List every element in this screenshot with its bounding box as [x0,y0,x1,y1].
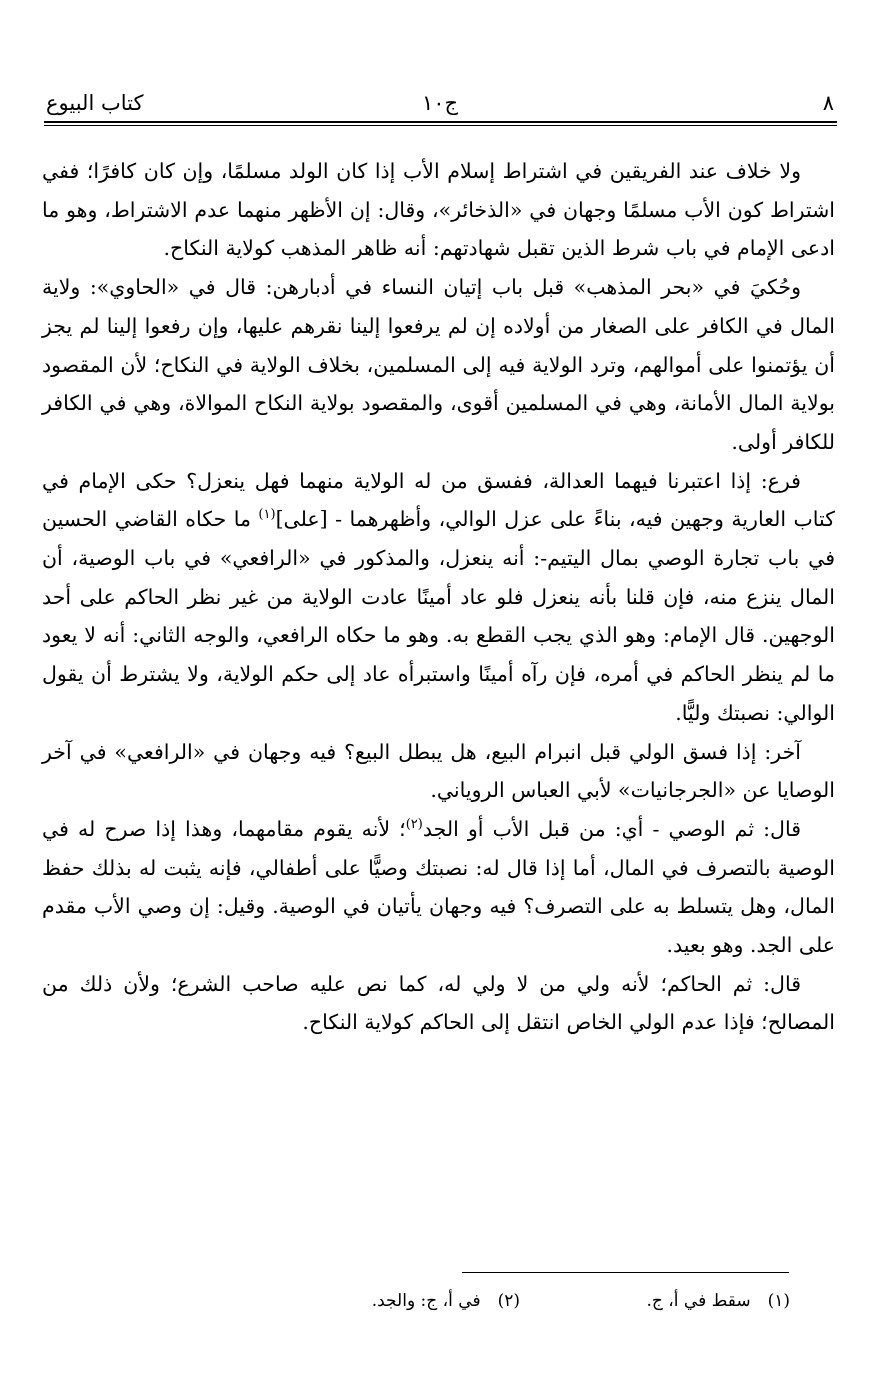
paragraph-2 [42,268,835,462]
paragraph-text: ولا خلاف عند الفريقين في اشتراط إسلام الأب إذا كان الولد مسلمًا، وإن كان كافرًا؛ ففي اشتراط كون الأب مسلمًا وجهان في «الذخائر»، وقال: إن الأظهر منهما عدم الاشتراط، وهو ما ادعى الإمام في باب شرط الذين تقبل شهادتهم: أنه ظاهر المذهب كولاية النكاح. [42,159,835,261]
footnote-separator [462,1272,789,1273]
paragraph-text: وحُكيَ في «بحر المذهب» قبل باب إتيان النساء في أدبارهن: قال في «الحاوي»: ولاية المال في الكافر على الصغار من أولاده إن لم يرفعوا إلينا نقرهم عليها، وإن رفعوا إلينا لم يجز أن يؤتمنوا على أموالهم، وترد الولاية فيه إلى المسلمين، بخلاف الولاية في النكاح؛ لأن المقصود بولاية المال الأمانة، وهي في المسلمين أقوى، والمقصود بولاية النكاح الموالاة، وهي في الكافر للكافر أولى. [42,275,835,454]
paragraph-text: فرع: إذا اعتبرنا فيهما العدالة، ففسق من له الولاية منهما فهل ينعزل؟ حكى الإمام في كتاب العارية وجهين فيه، بناءً على عزل الوالي، وأظهرهما - [على] [42,468,835,532]
footnotes [200,1286,790,1316]
footnote-text: سقط في أ، ج. [646,1291,751,1311]
header-rule [44,121,837,123]
book-title: كتاب البيوع [46,91,144,115]
paragraph-text: ؛ لأنه يقوم مقامهما، وهذا إذا صرح له في الوصية بالتصرف في المال، أما إذا قال له: نصبتك وصيًّا على أطفالي، فإنه يثبت له بذلك حفظ المال، وهل يتسلط به على التصرف؟ فيه وجهان يأتيان في الوصية. وقيل: إن وصي الأب مقدم على الجد. وهو بعيد. [42,816,835,958]
footnote-text: في أ، ج: والجد. [371,1291,481,1311]
footnote-marker-2: (٢) [405,817,423,833]
paragraph-3 [42,462,835,733]
paragraph-text: قال: ثم الوصي - أي: من قبل الأب أو الجد [422,816,801,841]
paragraph-5 [42,810,835,965]
paragraph-4 [42,733,835,810]
paragraph-6 [42,965,835,1042]
main-text [42,152,835,1042]
footnote-marker: (١) [767,1291,790,1311]
page-header [46,88,834,118]
paragraph-text: قال: ثم الحاكم؛ لأنه ولي من لا ولي له، كما نص عليه صاحب الشرع؛ ولأن ذلك من المصالح؛ فإذا عدم الولي الخاص انتقل إلى الحاكم كولاية النكاح. [42,971,835,1035]
page-number: ٨ [822,91,834,115]
paragraph-1 [42,152,835,268]
footnote-2 [372,1286,520,1316]
footnote-1 [647,1286,791,1316]
volume-label: ج١٠ [421,91,459,115]
paragraph-text: ما حكاه القاضي الحسين في باب تجارة الوصي بمال اليتيم-: أنه ينعزل، والمذكور في «الرافعي» في باب الوصية، أن المال ينزع منه، فإن قلنا بأنه ينعزل فلو عاد أمينًا عادت الولاية من غير نظر الحاكم على أحد الوجهين. قال الإمام: وهو الذي يجب القطع به. وهو ما حكاه الرافعي، والوجه الثاني: أنه لا يعود ما لم ينظر الحاكم في أمره، فإن رآه أمينًا واستبرأه عاد إلى حكم الولاية، ولا يشترط أن يقول الوالي: نصبتك وليًّا. [42,507,835,725]
footnote-marker: (٢) [497,1291,520,1311]
header-rule-thin [44,125,837,126]
footnote-marker-1: (١) [258,507,276,523]
paragraph-text: آخر: إذا فسق الولي قبل انبرام البيع، هل يبطل البيع؟ فيه وجهان في «الرافعي» في آخر الوصايا عن «الجرجانيات» لأبي العباس الروياني. [42,739,835,803]
